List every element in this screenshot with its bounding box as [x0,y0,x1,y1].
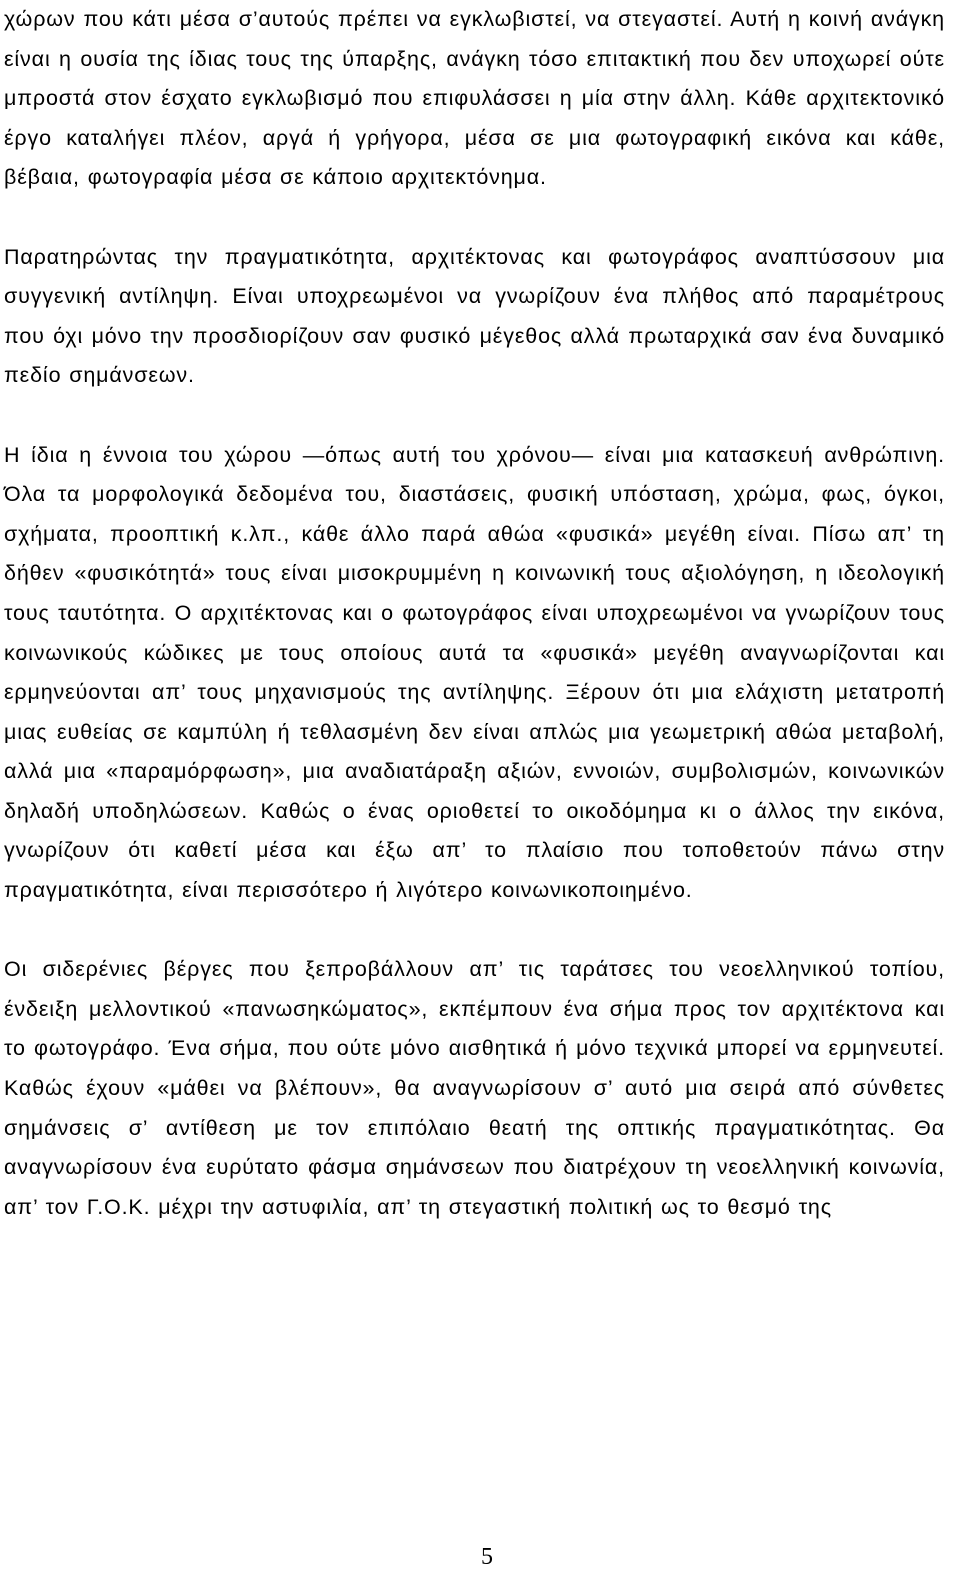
paragraph-1: χώρων που κάτι μέσα σ’αυτούς πρέπει να εγκλωβιστεί, να στεγαστεί. Αυτή η κοινή ανάγκη είναι η ουσία της ίδιας τους της ύπαρξης, ανάγκη τόσο επιτακτική που δεν υποχωρεί ούτε μπροστά στον έσχατο εγκλωβισμό που επιφυλάσσει η μία στην άλλη. Κάθε αρχιτεκτονικό έργο καταλήγει πλέον, αργά ή γρήγορα, μέσα σε μια φωτογραφική εικόνα και κάθε, βέβαια, φωτογραφία μέσα σε κάποιο αρχιτεκτόνημα. [4,7,945,190]
paragraph-3: Η ίδια η έννοια του χώρου —όπως αυτή του χρόνου— είναι μια κατασκευή ανθρώπινη. Όλα τα μορφολογικά δεδομένα του, διαστάσεις, φυσική υπόσταση, χρώμα, φως, όγκοι, σχήματα, προοπτική κ.λπ., κάθε άλλο παρά αθώα «φυσικά» μεγέθη είναι. Πίσω απ’ τη δήθεν «φυσικότητά» τους είναι μισοκρυμμένη η κοινωνική τους αξιολόγηση, η ιδεολογική τους ταυτότητα. Ο αρχιτέκτονας και ο φωτογράφος είναι υποχρεωμένοι να γνωρίζουν τους κοινωνικούς κώδικες με τους οποίους αυτά τα «φυσικά» μεγέθη αναγνωρίζονται και ερμηνεύονται απ’ τους μηχανισμούς της αντίληψης. Ξέρουν ότι μια ελάχιστη μετατροπή μιας ευθείας σε καμπύλη ή τεθλασμένη δεν είναι απλώς μια γεωμετρική αθώα μεταβολή, αλλά μια «παραμόρφωση», μια αναδιατάραξη αξιών, εννοιών, συμβολισμών, κοινωνικών δηλαδή υποδηλώσεων. Καθώς ο ένας οριοθετεί το οικοδόμημα κι ο άλλος την εικόνα, γνωρίζουν ότι καθετί μέσα και έξω απ’ το πλαίσιο που τοποθετούν πάνω στην πραγματικότητα, είναι περισσότερο ή λιγότερο κοινωνικοποιημένο. [4,442,945,903]
body-text [4,0,945,1227]
page-number: 5 [481,1544,493,1570]
paragraph-4: Οι σιδερένιες βέργες που ξεπροβάλλουν απ’ τις ταράτσες του νεοελληνικού τοπίου, ένδειξη μελλοντικού «πανωσηκώματος», εκπέμπουν ένα σήμα προς τον αρχιτέκτονα και το φωτογράφο. Ένα σήμα, που ούτε μόνο αισθητικά ή μόνο τεχνικά μπορεί να ερμηνευτεί. Καθώς έχουν «μάθει να βλέπουν», θα αναγνωρίσουν σ’ αυτό μια σειρά από σύνθετες σημάνσεις σ’ αντίθεση με τον επιπόλαιο θεατή της οπτικής πραγματικότητας. Θα αναγνωρίσουν ένα ευρύτατο φάσμα σημάνσεων που διατρέχουν τη νεοελληνική κοινωνία, απ’ τον Γ.Ο.Κ. μέχρι την αστυφιλία, απ’ τη στεγαστική πολιτική ως το θεσμό της [4,957,945,1219]
paragraph-2: Παρατηρώντας την πραγματικότητα, αρχιτέκτονας και φωτογράφος αναπτύσσουν μια συγγενική αντίληψη. Είναι υποχρεωμένοι να γνωρίζουν ένα πλήθος από παραμέτρους που όχι μόνο την προσδιορίζουν σαν φυσικό μέγεθος αλλά πρωταρχικά σαν ένα δυναμικό πεδίο σημάνσεων. [4,244,945,388]
